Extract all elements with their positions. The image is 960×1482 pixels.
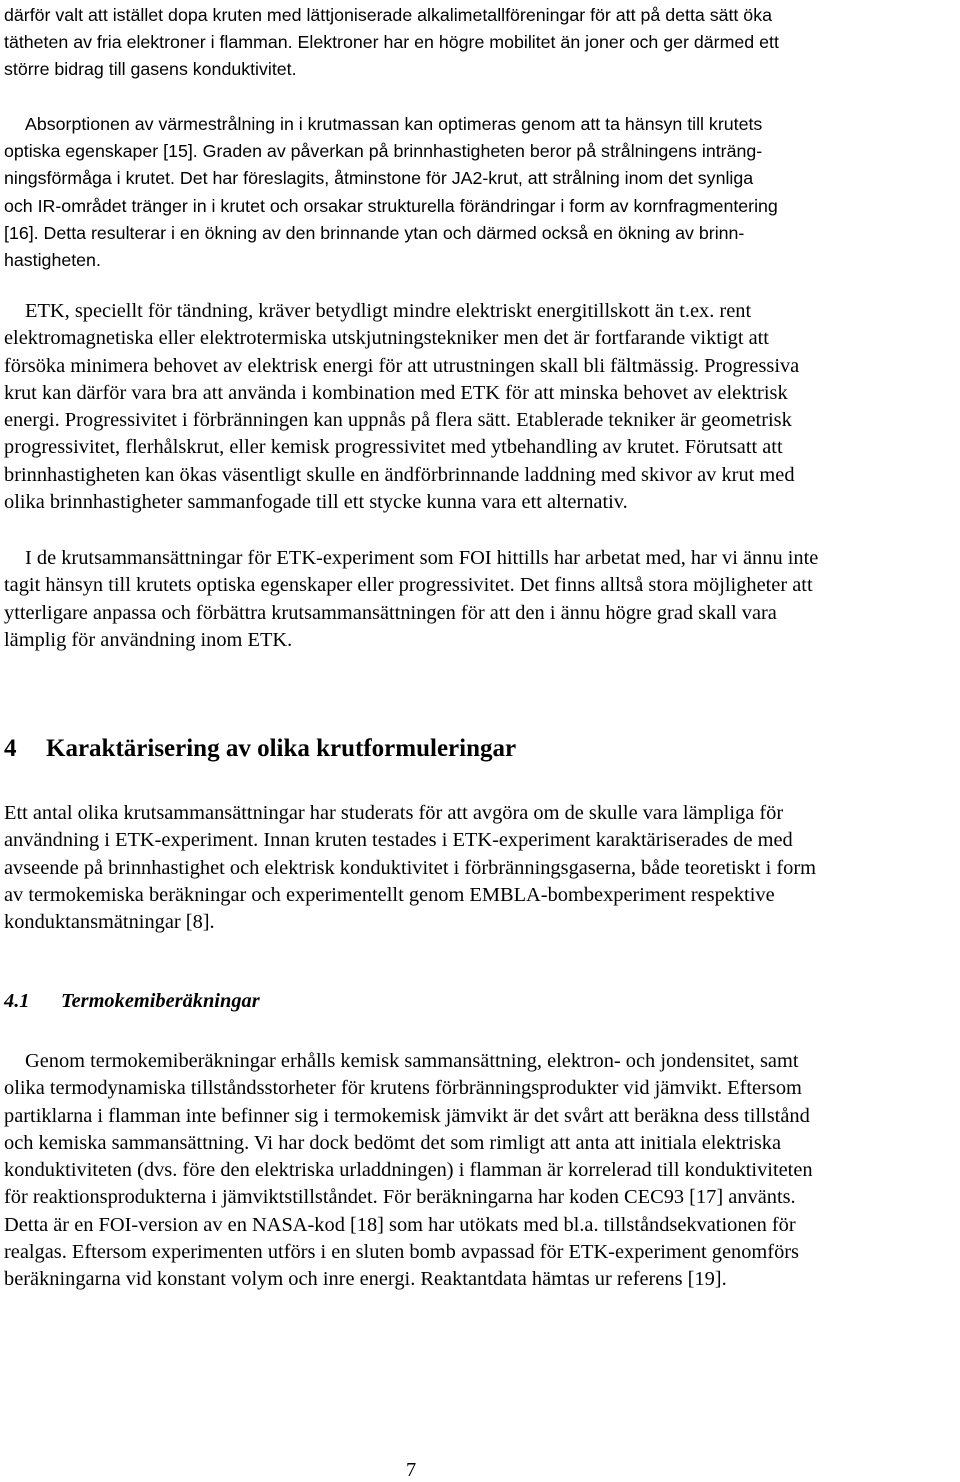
section-title: Karaktärisering av olika krutformuleringar: [46, 735, 517, 762]
paragraph-line: försöka minimera behovet av elektrisk energi för att utrustningen skall bli fältmässig. Progressiva: [4, 354, 800, 377]
paragraph-line: av termokemiska beräkningar och experimentellt genom EMBLA-bombexperiment respektive: [4, 883, 775, 906]
paragraph-line: Genom termokemiberäkningar erhålls kemisk sammansättning, elektron- och jondensitet, samt: [25, 1050, 799, 1072]
section-heading: [4, 733, 516, 765]
paragraph-line: och IR-området tränger in i krutet och orsakar strukturella förändringar i form av kornfragmentering: [4, 195, 778, 216]
paragraph-line: större bidrag till gasens konduktivitet.: [4, 59, 297, 80]
paragraph-line: brinnhastigheten kan ökas väsentligt skulle en ändförbrinnande laddning med skivor av krut med: [4, 463, 795, 486]
paragraph-4: [4, 545, 956, 654]
paragraph-line: ETK, speciellt för tändning, kräver betydligt mindre elektriskt energitillskott än t.ex. rent: [25, 300, 752, 322]
paragraph-1: [4, 2, 956, 84]
paragraph-line: [16]. Detta resulterar i en ökning av den brinnande ytan och därmed också en ökning av brinn-: [4, 222, 745, 243]
paragraph-line: realgas. Eftersom experimenten utförs i en sluten bomb avpassad för ETK-experiment genomförs: [4, 1241, 799, 1264]
paragraph-line: konduktiviteten (dvs. före den elektriska urladdningen) i flamman är korrelerad till konduktiviteten: [4, 1159, 813, 1182]
subsection-title: Termokemiberäkningar: [61, 990, 260, 1012]
paragraph-line: elektromagnetiska eller elektrotermiska utskjutningstekniker men det är fortfarande viktigt att: [4, 327, 769, 350]
subsection-number: 4.1: [4, 990, 30, 1012]
document-page: [4, 0, 956, 1482]
paragraph-line: tätheten av fria elektroner i flamman. Elektroner har en högre mobilitet än joner och ger därmed ett: [4, 32, 779, 53]
paragraph-2: [4, 111, 956, 274]
paragraph-line: Absorptionen av värmestrålning in i krutmassan kan optimeras genom att ta hänsyn till krutets: [25, 114, 763, 134]
subsection-heading: [4, 988, 260, 1015]
paragraph-line: beräkningarna vid konstant volym och inre energi. Reaktantdata hämtas ur referens [19].: [4, 1268, 727, 1291]
paragraph-5: [4, 800, 956, 936]
paragraph-line: partiklarna i flamman inte befinner sig i termokemisk jämvikt är det svårt att beräkna dess tillstånd: [4, 1104, 810, 1127]
paragraph-line: lämplig för användning inom ETK.: [4, 628, 293, 651]
paragraph-line: olika termodynamiska tillståndsstorheter för krutens förbränningsprodukter vid jämvikt. Eftersom: [4, 1077, 802, 1100]
paragraph-line: avseende på brinnhastighet och elektrisk konduktivitet i förbränningsgaserna, både teoretiskt i form: [4, 856, 816, 879]
paragraph-line: därför valt att istället dopa kruten med lättjoniserade alkalimetallföreningar för att på detta sätt öka: [4, 5, 772, 25]
page-number: 7: [406, 1459, 417, 1481]
paragraph-line: tagit hänsyn till krutets optiska egenskaper eller progressivitet. Det finns alltså stora möjligheter att: [4, 574, 813, 597]
section-number: 4: [4, 735, 17, 762]
paragraph-line: användning i ETK-experiment. Innan kruten testades i ETK-experiment karaktäriserades de med: [4, 829, 793, 852]
paragraph-line: olika brinnhastigheter sammanfogade till ett stycke kunna vara ett alternativ.: [4, 491, 628, 514]
paragraph-line: ningsförmåga i krutet. Det har föreslagits, åtminstone för JA2-krut, att strålning inom det synliga: [4, 168, 754, 189]
paragraph-line: Detta är en FOI-version av en NASA-kod [18] som har utökats med bl.a. tillståndsekvationen för: [4, 1213, 796, 1236]
paragraph-line: hastigheten.: [4, 249, 101, 270]
paragraph-line: energi. Progressivitet i förbränningen kan uppnås på flera sätt. Etablerade tekniker är geometrisk: [4, 409, 792, 432]
paragraph-6: [4, 1048, 956, 1294]
paragraph-line: för reaktionsprodukterna i jämviktstillståndet. För beräkningarna har koden CEC93 [17] använts.: [4, 1186, 796, 1209]
paragraph-line: ytterligare anpassa och förbättra krutsammansättningen för att den i ännu högre grad skall vara: [4, 601, 777, 624]
paragraph-line: Ett antal olika krutsammansättningar har studerats för att avgöra om de skulle vara lämpliga för: [4, 802, 784, 824]
paragraph-line: optiska egenskaper [15]. Graden av påverkan på brinnhastigheten beror på strålningens inträng-: [4, 141, 763, 162]
paragraph-line: I de krutsammansättningar för ETK-experiment som FOI hittills har arbetat med, har vi ännu inte: [25, 547, 819, 569]
paragraph-3: [4, 298, 956, 516]
paragraph-line: och kemiska sammansättning. Vi har dock bedömt det som rimligt att anta att initiala elektriska: [4, 1131, 782, 1154]
paragraph-line: krut kan därför vara bra att använda i kombination med ETK för att minska behovet av elektrisk: [4, 381, 788, 404]
paragraph-line: progressivitet, flerhålskrut, eller kemisk progressivitet med ytbehandling av krutet. Förutsatt att: [4, 436, 783, 459]
paragraph-line: konduktansmätningar [8].: [4, 911, 215, 934]
